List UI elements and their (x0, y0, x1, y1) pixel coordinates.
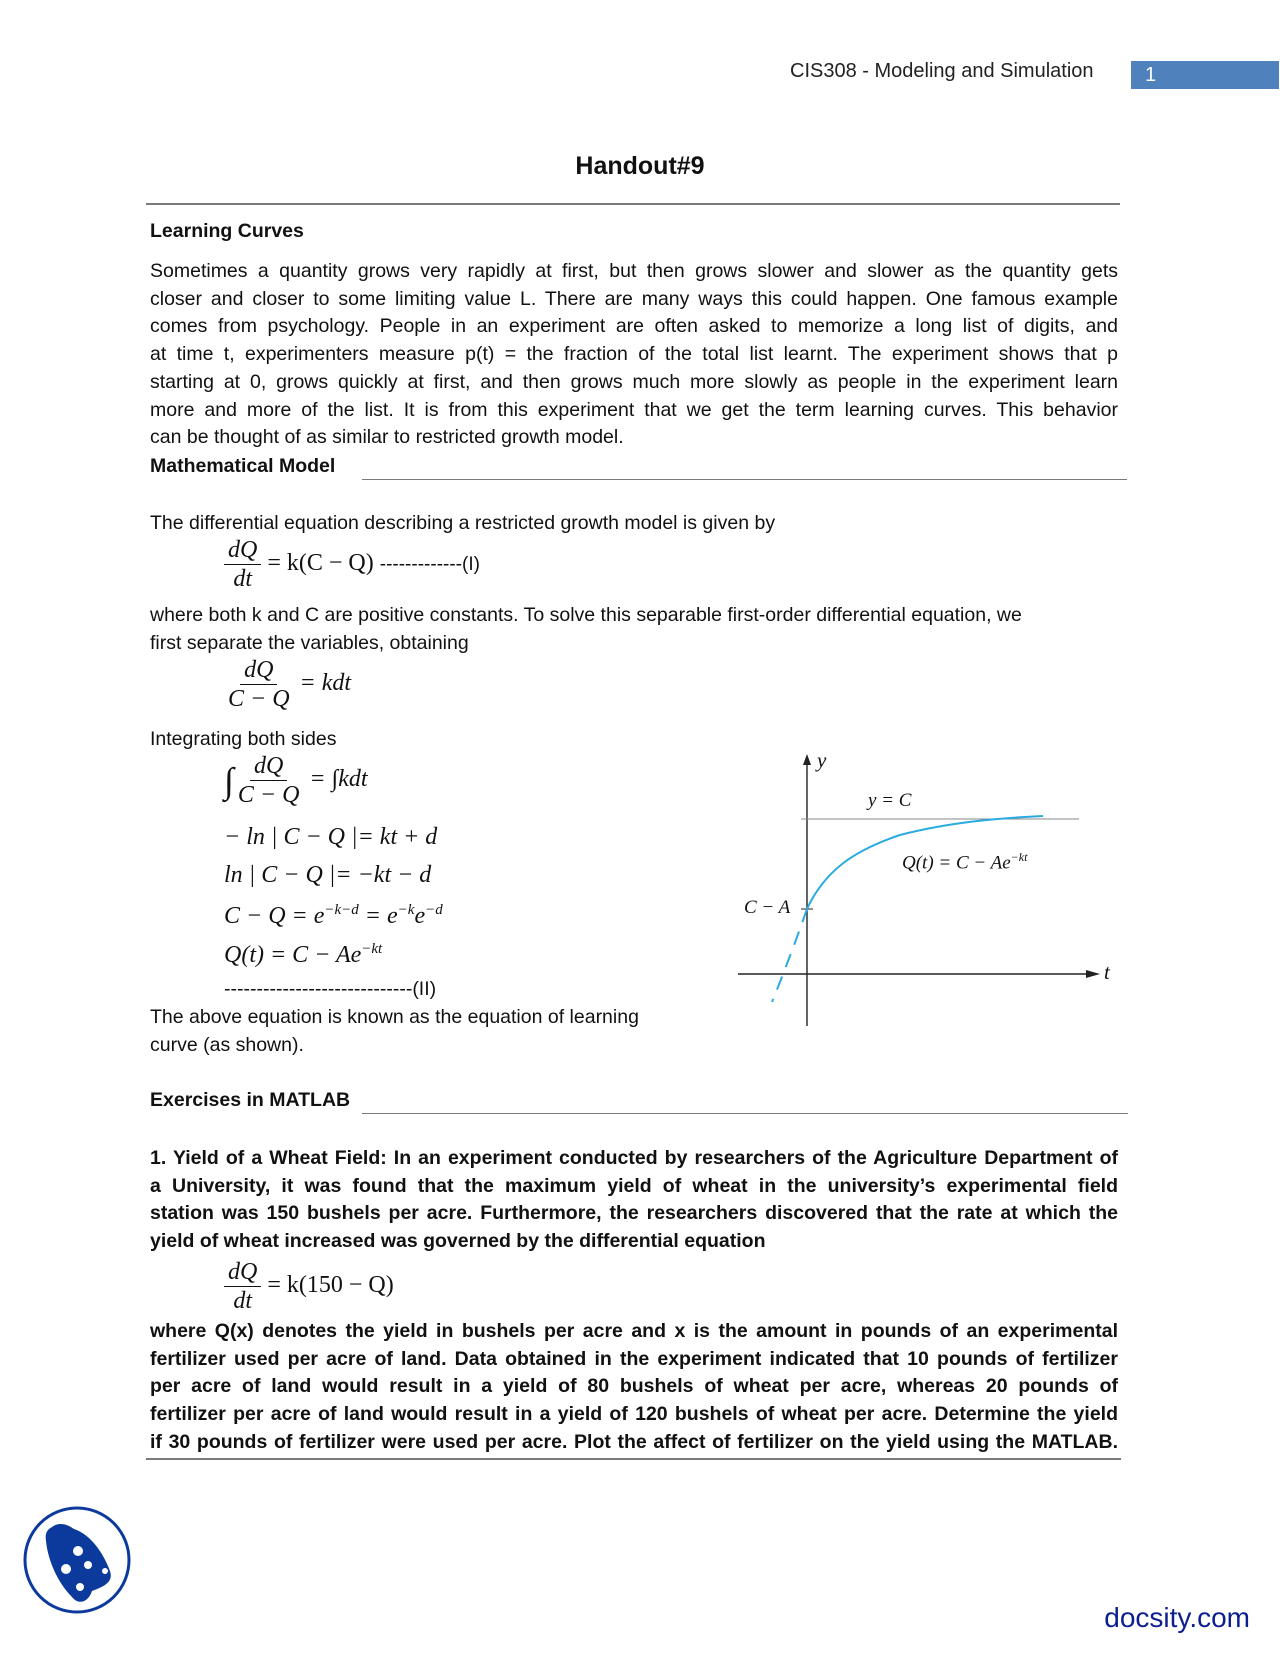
paragraph-line: starting at 0, grows quickly at first, and then grows much more slowly as people in the experiment learn (150, 370, 1118, 393)
denominator: dt (233, 1288, 252, 1314)
bottom-rule (146, 1458, 1121, 1460)
problem-line: yield of wheat increased was governed by the differential equation (150, 1230, 766, 1253)
step-text: Q(t) = C − Ae (224, 942, 362, 968)
integrating-label: Integrating both sides (150, 728, 337, 750)
denominator: C − Q (228, 686, 290, 712)
brand-link[interactable]: docsity.com (1104, 1602, 1250, 1633)
problem-line: 1. Yield of a Wheat Field: In an experiment conducted by researchers of the Agriculture Department of (150, 1147, 1118, 1169)
numerator: dQ (224, 536, 261, 565)
denominator: C − Q (237, 782, 300, 808)
curve-label-text: Q(t) = C − Ae (902, 852, 1011, 874)
exercise-equation (224, 1258, 394, 1315)
equation-rhs: = ∫kdt (309, 766, 368, 793)
learning-curves-paragraph (150, 258, 1118, 452)
page-number-badge (1131, 61, 1279, 89)
detail-line: if 30 pounds of fertilizer were used per acre. Plot the affect of fertilizer on the yield using the MATLAB. (150, 1430, 1118, 1453)
curve-label (902, 850, 1027, 874)
numerator: dQ (250, 752, 287, 781)
asymptote-label: y = C (868, 790, 912, 811)
page-number: 1 (1145, 64, 1157, 86)
problem-line: a University, it was found that the maximum yield of wheat in the university’s experimental field (150, 1174, 1118, 1197)
section-underline (362, 479, 1127, 480)
denominator: dt (233, 566, 252, 592)
paragraph-line: closer and closer to some limiting value L. There are many ways this could happen. One famous example (150, 287, 1118, 310)
course-header: CIS308 - Modeling and Simulation (790, 60, 1094, 82)
equation-3 (224, 752, 368, 809)
fraction (224, 536, 261, 593)
exercise-1-statement (150, 1145, 1118, 1256)
y-axis-label: y (817, 748, 827, 772)
intercept-label: C − A (744, 897, 791, 918)
fraction (224, 1258, 261, 1315)
docsity-logo-icon[interactable] (22, 1505, 132, 1615)
paragraph-line: Sometimes a quantity grows very rapidly at first, but then grows slower and slower as the quantity gets (150, 260, 1118, 282)
step-text: e (414, 903, 426, 929)
step-text: C − Q = e (224, 903, 325, 929)
paragraph-line: can be thought of as similar to restricted growth model. (150, 426, 624, 449)
exponent: −kt (361, 941, 383, 957)
step-4 (224, 941, 382, 969)
conclusion-line: The above equation is known as the equation of learning (150, 1006, 639, 1028)
detail-line: per acre of land would result in a yield of 80 bushels of wheat per acre, whereas 20 pounds of (150, 1375, 1118, 1398)
learning-curve-graph (720, 730, 1120, 1030)
equation-rhs: = k(150 − Q) (267, 1272, 394, 1299)
exercise-1-details (150, 1318, 1118, 1457)
exponent: −d (425, 902, 443, 918)
step-text: = e (358, 903, 398, 929)
exponent: −kt (1010, 850, 1028, 864)
t-axis-label: t (1104, 960, 1110, 984)
integral-sign: ∫ (224, 760, 234, 801)
exponent: −k (397, 902, 415, 918)
section-heading-mathematical-model: Mathematical Model (150, 455, 336, 477)
section-heading-learning-curves: Learning Curves (150, 220, 304, 242)
equation-1 (224, 536, 480, 593)
exponent: −k−d (324, 902, 359, 918)
equation-rhs: = k(C − Q) (267, 550, 374, 577)
model-intro: The differential equation describing a restricted growth model is given by (150, 512, 776, 534)
step-1: − ln | C − Q |= kt + d (224, 824, 438, 850)
learning-curve-figure (720, 730, 1120, 1030)
section-heading-exercises: Exercises in MATLAB (150, 1089, 351, 1111)
paragraph-line: comes from psychology. People in an experiment are often asked to memorize a long list of digits, and (150, 315, 1118, 338)
equation-2 (224, 656, 351, 713)
equation-tag: -------------(I) (379, 554, 480, 576)
title-divider (146, 203, 1120, 205)
paragraph-line: more and more of the list. It is from this experiment that we get the term learning curves. This behavior (150, 398, 1118, 421)
after-eq1-line: first separate the variables, obtaining (150, 632, 469, 654)
detail-line: fertilizer per acre of land would result in a yield of 120 bushels of wheat per acre. Determine the yield (150, 1403, 1118, 1426)
logo-graphic (22, 1505, 132, 1615)
page-title: Handout#9 (575, 152, 705, 180)
paragraph-line: at time t, experimenters measure p(t) = the fraction of the total list learnt. The experiment shows that p (150, 343, 1118, 366)
fraction (224, 656, 294, 713)
problem-line: station was 150 bushels per acre. Furthermore, the researchers discovered that the rate at which the (150, 1202, 1118, 1225)
detail-line: where Q(x) denotes the yield in bushels per acre and x is the amount in pounds of an experimental (150, 1320, 1118, 1342)
step-3 (224, 902, 443, 930)
equation-tag-2: -----------------------------(II) (224, 978, 437, 1000)
step-2: ln | C − Q |= −kt − d (224, 862, 432, 888)
detail-line: fertilizer used per acre of land. Data obtained in the experiment indicated that 10 pounds of fertilizer (150, 1347, 1118, 1370)
numerator: dQ (224, 1258, 261, 1287)
conclusion-line: curve (as shown). (150, 1034, 304, 1056)
after-eq1-line: where both k and C are positive constants. To solve this separable first-order differential equation, we (150, 604, 1022, 626)
numerator: dQ (240, 656, 277, 685)
equation-rhs: = kdt (299, 670, 352, 697)
fraction (234, 752, 304, 809)
section-underline (362, 1113, 1128, 1114)
